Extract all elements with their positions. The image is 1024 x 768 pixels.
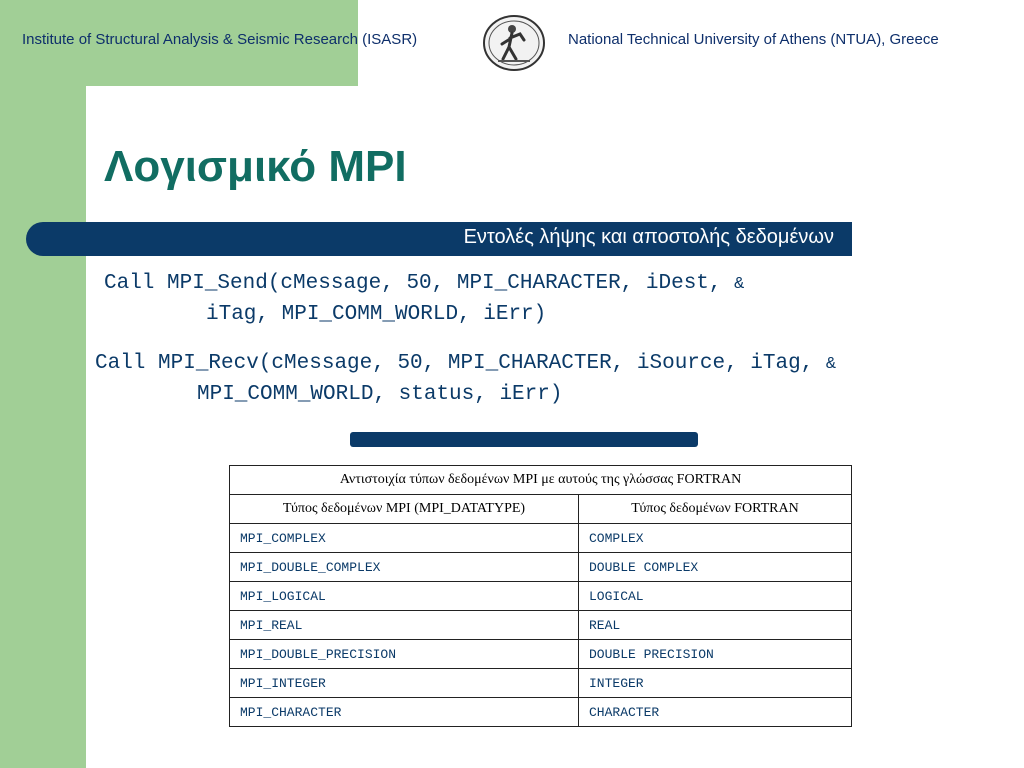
institute-name: Institute of Structural Analysis & Seismic Research (ISASR) xyxy=(22,31,418,48)
send-call-line-1 xyxy=(104,268,744,300)
table-row xyxy=(230,698,852,727)
section-banner-text: Εντολές λήψης και αποστολής δεδομένων xyxy=(463,226,834,248)
ntua-seal-icon xyxy=(482,14,546,72)
section-banner xyxy=(26,222,852,256)
mpi-type-cell: MPI_LOGICAL xyxy=(230,582,579,611)
divider-bar xyxy=(350,432,698,447)
recv-call-line-2: MPI_COMM_WORLD, status, iErr) xyxy=(197,383,563,406)
column-header-fortran: Τύπος δεδομένων FORTRAN xyxy=(579,495,852,524)
university-name: National Technical University of Athens (NTUA), Greece xyxy=(568,31,939,48)
mpi-type-cell: MPI_COMPLEX xyxy=(230,524,579,553)
table-row xyxy=(230,524,852,553)
table-row xyxy=(230,669,852,698)
mpi-type-cell: MPI_REAL xyxy=(230,611,579,640)
table-row xyxy=(230,582,852,611)
mpi-type-cell: MPI_INTEGER xyxy=(230,669,579,698)
table-row xyxy=(230,553,852,582)
fortran-type-cell: DOUBLE COMPLEX xyxy=(579,553,852,582)
send-call-text: Call MPI_Send(cMessage, 50, MPI_CHARACTER, iDest, xyxy=(104,272,735,295)
fortran-type-cell: COMPLEX xyxy=(579,524,852,553)
fortran-type-cell: DOUBLE PRECISION xyxy=(579,640,852,669)
fortran-type-cell: REAL xyxy=(579,611,852,640)
datatype-mapping-table xyxy=(229,465,852,727)
column-header-mpi: Τύπος δεδομένων MPI (MPI_DATATYPE) xyxy=(230,495,579,524)
fortran-type-cell: INTEGER xyxy=(579,669,852,698)
fortran-type-cell: CHARACTER xyxy=(579,698,852,727)
send-call-line-2: iTag, MPI_COMM_WORLD, iErr) xyxy=(206,303,547,326)
recv-call-text: Call MPI_Recv(cMessage, 50, MPI_CHARACTER, iSource, iTag, xyxy=(95,352,826,375)
table-row xyxy=(230,640,852,669)
recv-call-line-1 xyxy=(95,348,836,380)
table-row xyxy=(230,611,852,640)
fortran-type-cell: LOGICAL xyxy=(579,582,852,611)
table-header-row xyxy=(230,495,852,524)
table-caption-row xyxy=(230,466,852,495)
mpi-type-cell: MPI_DOUBLE_PRECISION xyxy=(230,640,579,669)
continuation-ampersand: & xyxy=(825,355,837,374)
left-green-strip xyxy=(0,0,86,768)
mpi-type-cell: MPI_DOUBLE_COMPLEX xyxy=(230,553,579,582)
mpi-type-cell: MPI_CHARACTER xyxy=(230,698,579,727)
slide-title: Λογισμικό MPI xyxy=(104,142,407,191)
table-caption: Αντιστοιχία τύπων δεδομένων MPI με αυτούς της γλώσσας FORTRAN xyxy=(230,466,852,495)
continuation-ampersand: & xyxy=(734,275,745,294)
